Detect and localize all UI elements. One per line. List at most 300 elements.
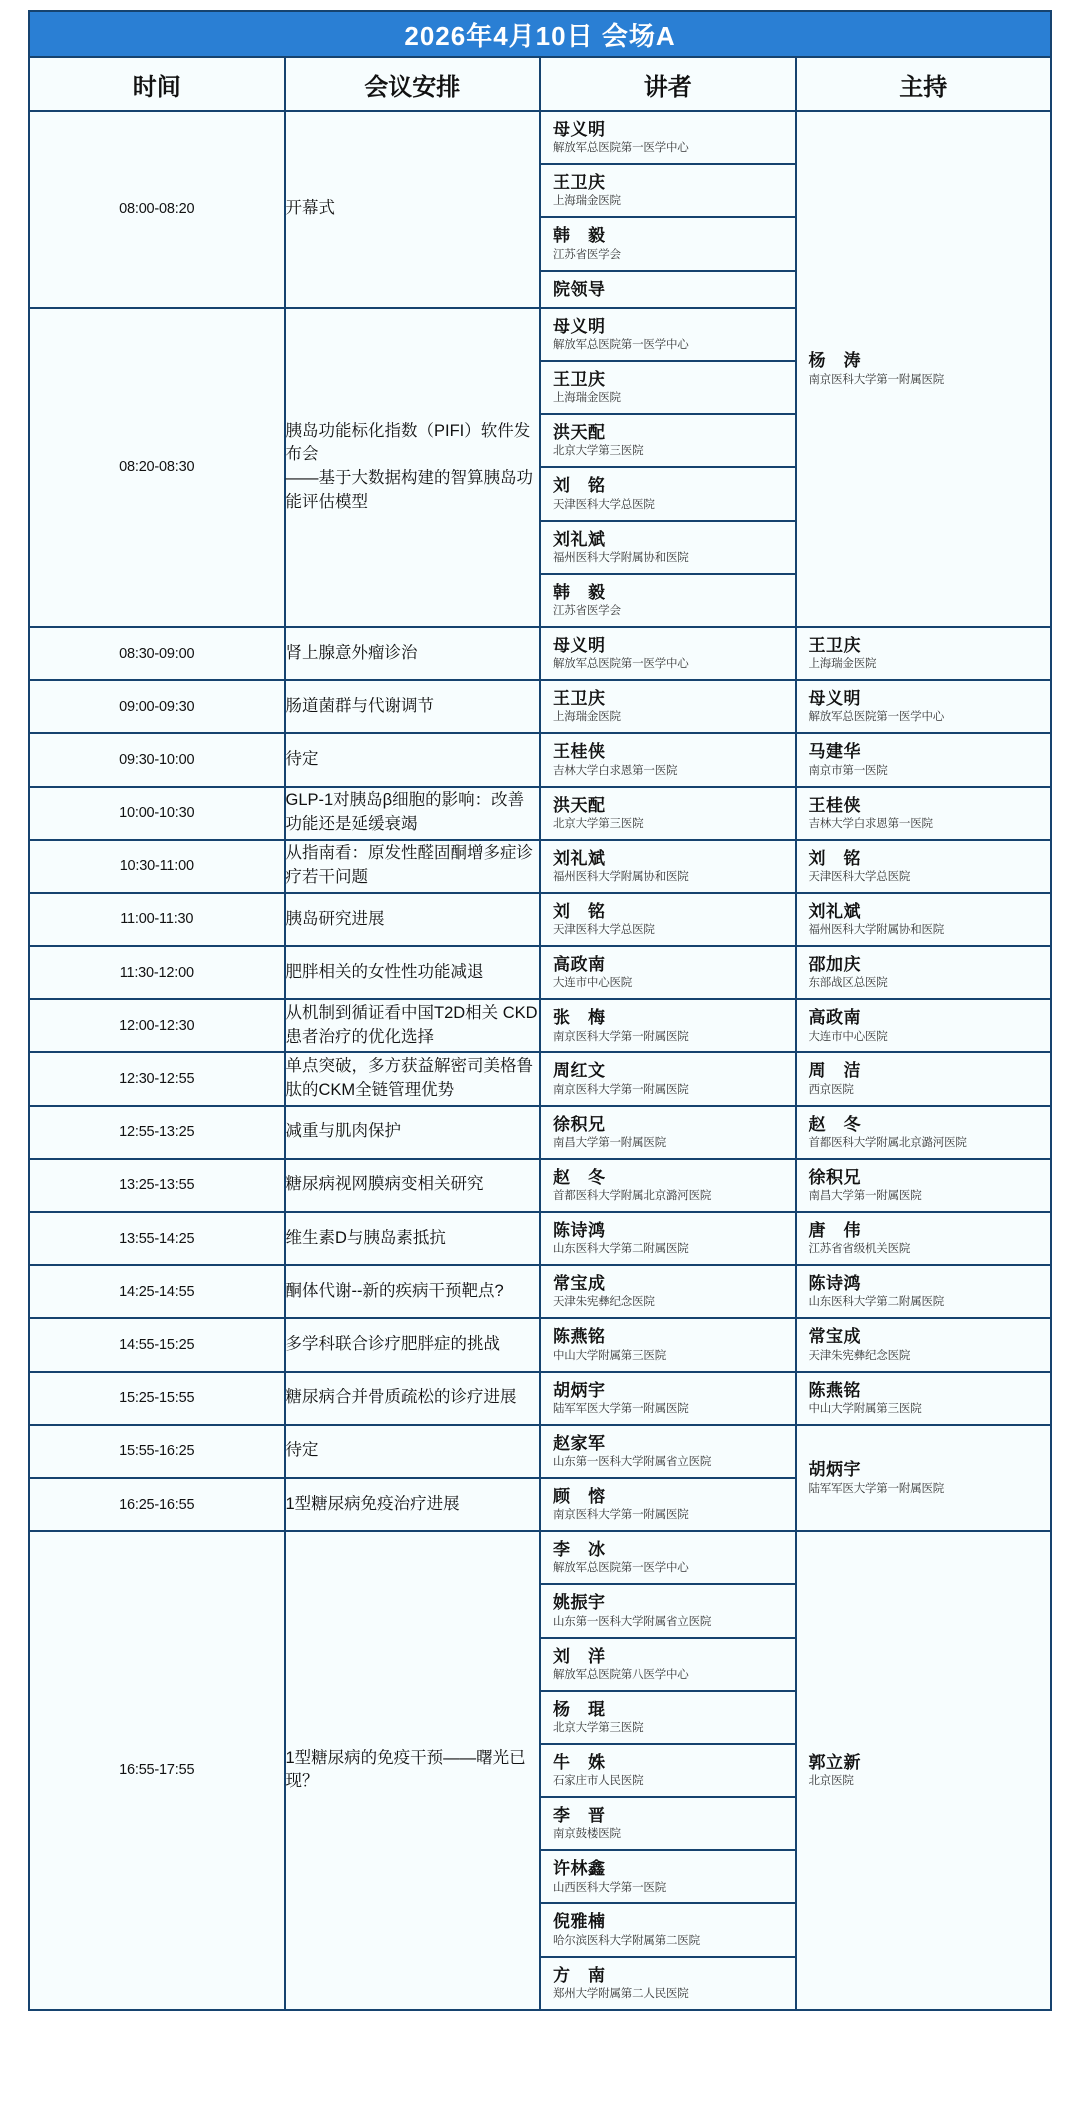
session-topic-line: 多学科联合诊疗肥胖症的挑战 [285, 1335, 500, 1353]
speaker-list-item [541, 1797, 795, 1850]
speaker-list-item [541, 361, 795, 414]
chair-name: 王桂侠 [808, 795, 861, 815]
speaker-name: 刘 洋 [553, 1646, 606, 1666]
speaker [541, 575, 795, 626]
speaker [541, 1639, 795, 1690]
speaker-cell [540, 999, 796, 1052]
session-time: 16:55-17:55 [29, 1531, 285, 2010]
chair-affiliation: 天津医科大学总医院 [808, 870, 911, 883]
speaker-list-item [541, 309, 795, 361]
table-row [29, 1531, 1051, 2010]
session-topic-line: 糖尿病视网膜病变相关研究 [285, 1175, 484, 1194]
chair-name: 赵 冬 [808, 1114, 861, 1134]
speaker-affiliation: 江苏省医学会 [553, 248, 621, 261]
speaker-list-item [541, 414, 795, 467]
speaker-cell [540, 111, 796, 308]
speaker-name: 许林鑫 [553, 1859, 606, 1879]
speaker-cell [540, 1478, 796, 1531]
speaker-name: 母义明 [553, 635, 606, 655]
chair [797, 734, 1051, 785]
speaker-name: 洪天配 [553, 795, 606, 815]
session-time: 09:30-10:00 [29, 733, 285, 786]
session-topic-line: 糖尿病合并骨质疏松的诊疗进展 [285, 1388, 517, 1407]
session-topic [285, 308, 541, 627]
speaker-name: 洪天配 [553, 423, 606, 443]
speaker [541, 415, 795, 466]
session-topic-line: 胰岛功能标化指数（PIFI）软件发布会 [285, 421, 531, 464]
table-row [29, 999, 1051, 1052]
speaker-list-cell [541, 112, 795, 164]
chair [797, 1160, 1051, 1211]
chair [797, 1000, 1051, 1051]
speaker-name: 韩 毅 [553, 582, 606, 602]
session-time: 10:00-10:30 [29, 787, 285, 840]
table-row [29, 946, 1051, 999]
speaker-affiliation: 石家庄市人民医院 [553, 1775, 644, 1788]
speaker-affiliation: 福州医科大学附属协和医院 [553, 870, 689, 883]
speaker-list-cell [541, 271, 795, 307]
session-topic [285, 1372, 541, 1425]
speaker [541, 112, 795, 163]
speaker-list [541, 1532, 795, 2009]
speaker-list-cell [541, 1850, 795, 1903]
speaker-list-cell [541, 521, 795, 574]
speaker [541, 734, 795, 785]
speaker-name: 方 南 [553, 1965, 606, 1985]
speaker-list-item [541, 1584, 795, 1637]
session-topic [285, 1265, 541, 1318]
speaker-cell [540, 680, 796, 733]
speaker-affiliation: 南京医科大学第一附属医院 [553, 1509, 689, 1522]
column-header-speaker: 讲者 [540, 57, 796, 111]
session-topic [285, 1478, 541, 1531]
table-row [29, 840, 1051, 893]
speaker-affiliation: 山东第一医科大学附属省立医院 [553, 1615, 712, 1628]
speaker-name: 倪雅楠 [553, 1912, 606, 1932]
column-header-chair: 主持 [796, 57, 1052, 111]
session-topic [285, 787, 541, 840]
speaker-list-cell [541, 467, 795, 520]
speaker-affiliation: 大连市中心医院 [553, 977, 633, 990]
speaker [541, 1798, 795, 1849]
chair-name: 邵加庆 [808, 955, 861, 975]
speaker-cell [540, 1106, 796, 1159]
chair-cell [796, 1425, 1052, 1531]
speaker-cell [540, 1265, 796, 1318]
chair-cell [796, 787, 1052, 840]
chair-affiliation: 中山大学附属第三医院 [808, 1402, 922, 1415]
speaker-list-item [541, 112, 795, 164]
speaker-name: 赵家军 [553, 1433, 606, 1453]
session-topic-line: GLP-1对胰岛β细胞的影响：改善功能还是延缓衰竭 [285, 791, 525, 834]
table-row [29, 1106, 1051, 1159]
chair-name: 郭立新 [808, 1752, 861, 1772]
session-time: 13:25-13:55 [29, 1159, 285, 1212]
speaker [541, 1107, 795, 1158]
chair-affiliation: 江苏省省级机关医院 [808, 1243, 911, 1256]
speaker [541, 1426, 795, 1477]
speaker-list-item [541, 467, 795, 520]
speaker [541, 1585, 795, 1636]
chair-affiliation: 南昌大学第一附属医院 [808, 1190, 922, 1203]
session-time: 10:30-11:00 [29, 840, 285, 893]
speaker [541, 1851, 795, 1902]
table-row [29, 1159, 1051, 1212]
chair-name: 陈诗鸿 [808, 1274, 861, 1294]
chair-affiliation: 福州医科大学附属协和医院 [808, 924, 945, 937]
title-row [29, 11, 1051, 57]
speaker [541, 1053, 795, 1104]
speaker [541, 272, 795, 307]
speaker [541, 681, 795, 732]
speaker-name: 李 冰 [553, 1540, 606, 1560]
speaker [541, 1479, 795, 1530]
speaker [541, 362, 795, 413]
session-topic [285, 680, 541, 733]
speaker-name: 高政南 [553, 955, 606, 975]
chair-cell [796, 893, 1052, 946]
chair [797, 788, 1051, 839]
speaker [541, 1745, 795, 1796]
speaker-affiliation: 郑州大学附属第二人民医院 [553, 1987, 689, 2000]
table-body [29, 111, 1051, 2010]
session-time: 08:00-08:20 [29, 111, 285, 308]
speaker-list-cell [541, 1797, 795, 1850]
speaker-cell [540, 1212, 796, 1265]
chair-cell [796, 1372, 1052, 1425]
speaker [541, 1373, 795, 1424]
session-topic [285, 999, 541, 1052]
column-header-time: 时间 [29, 57, 285, 111]
speaker [541, 1958, 795, 2009]
speaker-affiliation: 哈尔滨医科大学附属第二医院 [553, 1934, 700, 1947]
speaker-name: 胡炳宇 [553, 1380, 606, 1400]
session-topic-line: 肾上腺意外瘤诊治 [285, 643, 418, 662]
speaker [541, 468, 795, 519]
speaker-cell [540, 1531, 796, 2010]
session-topic [285, 893, 541, 946]
table-row [29, 1212, 1051, 1265]
speaker-name: 陈燕铭 [553, 1327, 606, 1347]
speaker-list-item [541, 521, 795, 574]
session-topic [285, 1318, 541, 1371]
chair [797, 1745, 1051, 1796]
speaker-list-item [541, 1638, 795, 1691]
speaker-name: 韩 毅 [553, 226, 606, 246]
session-topic-line: 1型糖尿病免疫治疗进展 [285, 1494, 460, 1513]
speaker-cell [540, 627, 796, 680]
chair-name: 马建华 [808, 742, 861, 762]
session-time: 14:25-14:55 [29, 1265, 285, 1318]
speaker-affiliation: 解放军总医院第一医学中心 [553, 142, 689, 155]
speaker-affiliation: 南京医科大学第一附属医院 [553, 1030, 689, 1043]
session-time: 08:20-08:30 [29, 308, 285, 627]
speaker-list-item [541, 271, 795, 307]
chair [797, 1213, 1051, 1264]
speaker [541, 628, 795, 679]
speaker-name: 姚振宇 [553, 1593, 606, 1613]
session-time: 15:55-16:25 [29, 1425, 285, 1478]
speaker-affiliation: 上海瑞金医院 [553, 392, 621, 405]
chair [797, 1053, 1051, 1104]
speaker-name: 常宝成 [553, 1274, 606, 1294]
speaker-name: 周红文 [553, 1061, 606, 1081]
session-topic [285, 627, 541, 680]
chair-cell [796, 1265, 1052, 1318]
speaker-list-item [541, 1957, 795, 2009]
session-topic-line: 胰岛研究进展 [285, 909, 385, 928]
speaker [541, 218, 795, 269]
chair-cell [796, 627, 1052, 680]
table-row [29, 1052, 1051, 1105]
speaker-name: 母义明 [553, 120, 606, 139]
speaker [541, 841, 795, 892]
speaker-list [541, 112, 795, 307]
speaker-name: 杨 琨 [553, 1699, 606, 1719]
chair-name: 杨 涛 [808, 351, 861, 371]
chair-name: 母义明 [808, 689, 861, 709]
speaker-list-cell [541, 217, 795, 270]
chair-cell [796, 111, 1052, 627]
chair-affiliation: 上海瑞金医院 [808, 658, 877, 671]
session-topic-line: 肥胖相关的女性性功能减退 [285, 962, 484, 981]
chair-cell [796, 946, 1052, 999]
chair [797, 1266, 1051, 1317]
speaker-affiliation: 山东第一医科大学附属省立医院 [553, 1456, 712, 1468]
column-header-row [29, 57, 1051, 111]
speaker-cell [540, 1372, 796, 1425]
session-time: 12:55-13:25 [29, 1106, 285, 1159]
speaker-cell [540, 733, 796, 786]
speaker-cell [540, 1318, 796, 1371]
speaker-list-cell [541, 574, 795, 626]
chair-affiliation: 天津朱宪彝纪念医院 [808, 1349, 911, 1362]
speaker-name: 张 梅 [553, 1008, 606, 1028]
table-head [29, 11, 1051, 111]
speaker [541, 1319, 795, 1370]
chair-cell [796, 1212, 1052, 1265]
speaker-name: 王卫庆 [553, 689, 606, 709]
speaker-list-item [541, 1850, 795, 1903]
speaker-name: 刘礼斌 [553, 529, 606, 549]
session-topic-line: 肠道菌群与代谢调节 [285, 696, 434, 715]
speaker-affiliation: 吉林大学白求恩第一医院 [553, 764, 678, 777]
speaker-cell [540, 787, 796, 840]
speaker-cell [540, 1159, 796, 1212]
speaker-affiliation: 上海瑞金医院 [553, 711, 621, 724]
speaker-name: 徐积兄 [553, 1114, 606, 1134]
chair-cell [796, 999, 1052, 1052]
chair-affiliation: 吉林大学白求恩第一医院 [808, 817, 933, 830]
chair-cell [796, 1531, 1052, 2010]
table-row [29, 680, 1051, 733]
chair [797, 628, 1051, 679]
speaker-name: 院领导 [553, 279, 606, 299]
session-topic [285, 1212, 541, 1265]
speaker [541, 1160, 795, 1211]
speaker-list-item [541, 1744, 795, 1797]
chair-affiliation: 南京市第一医院 [808, 764, 888, 777]
speaker-list-cell [541, 164, 795, 217]
chair [797, 681, 1051, 732]
session-topic-line: 1型糖尿病的免疫干预——曙光已现？ [285, 1748, 526, 1791]
speaker-affiliation: 陆军军医大学第一附属医院 [553, 1402, 689, 1415]
table-row [29, 1318, 1051, 1371]
speaker-name: 刘 铭 [553, 476, 606, 496]
session-time: 14:55-15:25 [29, 1318, 285, 1371]
speaker-name: 李 晋 [553, 1806, 606, 1826]
speaker-affiliation: 解放军总医院第一医学中心 [553, 1562, 689, 1575]
speaker-list-item [541, 164, 795, 217]
chair-affiliation: 山东医科大学第二附属医院 [808, 1296, 945, 1309]
speaker-list-cell [541, 1638, 795, 1691]
speaker-affiliation: 江苏省医学会 [553, 605, 621, 617]
session-time: 15:25-15:55 [29, 1372, 285, 1425]
session-topic [285, 1531, 541, 2010]
chair-name: 唐 伟 [808, 1221, 861, 1240]
chair-name: 周 洁 [808, 1061, 861, 1081]
chair-name: 胡炳宇 [808, 1460, 861, 1480]
chair-affiliation: 大连市中心医院 [808, 1030, 888, 1043]
speaker [541, 1266, 795, 1317]
chair-affiliation: 解放军总医院第一医学中心 [808, 711, 945, 724]
session-time: 11:00-11:30 [29, 893, 285, 946]
speaker-list-cell [541, 1744, 795, 1797]
speaker-name: 牛 姝 [553, 1752, 606, 1772]
chair-name: 陈燕铭 [808, 1380, 861, 1400]
speaker-list-cell [541, 1532, 795, 1584]
speaker-list-cell [541, 309, 795, 361]
speaker-list [541, 309, 795, 626]
table-row [29, 1372, 1051, 1425]
speaker-affiliation: 天津医科大学总医院 [553, 498, 655, 511]
speaker-affiliation: 解放军总医院第八医学中心 [553, 1668, 689, 1681]
speaker-cell [540, 1425, 796, 1478]
speaker-cell [540, 893, 796, 946]
session-time: 16:25-16:55 [29, 1478, 285, 1531]
session-topic-line: 单点突破，多方获益解密司美格鲁肽的CKM全链管理优势 [285, 1057, 533, 1100]
speaker [541, 309, 795, 360]
chair [797, 1319, 1051, 1370]
session-topic-line: 酮体代谢--新的疾病干预靶点? [285, 1281, 504, 1300]
speaker [541, 165, 795, 216]
session-time: 09:00-09:30 [29, 680, 285, 733]
speaker-affiliation: 天津医科大学总医院 [553, 924, 655, 937]
session-topic-line: 从机制到循证看中国T2D相关 CKD 患者治疗的优化选择 [285, 1003, 538, 1046]
speaker [541, 788, 795, 839]
session-topic [285, 733, 541, 786]
speaker-affiliation: 北京大学第三医院 [553, 817, 644, 830]
speaker-list-item [541, 217, 795, 270]
session-topic-line: 减重与肌肉保护 [285, 1122, 401, 1141]
speaker-affiliation: 首都医科大学附属北京潞河医院 [553, 1190, 712, 1203]
speaker-name: 王桂侠 [553, 742, 606, 762]
speaker [541, 1692, 795, 1743]
speaker-name: 王卫庆 [553, 173, 606, 193]
speaker [541, 1532, 795, 1583]
session-time: 12:00-12:30 [29, 999, 285, 1052]
speaker-affiliation: 山东医科大学第二附属医院 [553, 1243, 689, 1256]
speaker-name: 王卫庆 [553, 370, 606, 389]
session-topic-line: 从指南看：原发性醛固酮增多症诊疗若干问题 [285, 844, 533, 887]
chair [797, 894, 1051, 945]
chair-name: 高政南 [808, 1008, 861, 1028]
chair [797, 343, 1051, 394]
session-topic [285, 1106, 541, 1159]
chair-cell [796, 1159, 1052, 1212]
speaker-name: 母义明 [553, 316, 606, 336]
chair-name: 刘礼斌 [808, 901, 861, 921]
session-topic [285, 1425, 541, 1478]
chair-cell [796, 1052, 1052, 1105]
session-topic-line: 开幕式 [285, 199, 335, 218]
session-topic-line: 待定 [285, 1441, 319, 1460]
speaker-cell [540, 840, 796, 893]
speaker-affiliation: 南京鼓楼医院 [553, 1828, 621, 1841]
table-row [29, 1425, 1051, 1478]
speaker-cell [540, 308, 796, 627]
table-row [29, 733, 1051, 786]
chair-cell [796, 1318, 1052, 1371]
speaker-cell [540, 1052, 796, 1105]
chair [797, 841, 1051, 892]
session-topic-line: 待定 [285, 749, 319, 768]
chair [797, 1107, 1051, 1158]
speaker-affiliation: 北京大学第三医院 [553, 1721, 644, 1734]
speaker-name: 赵 冬 [553, 1167, 606, 1187]
chair-affiliation: 首都医科大学附属北京潞河医院 [808, 1136, 967, 1149]
session-topic [285, 1159, 541, 1212]
session-topic-line: ——基于大数据构建的智算胰岛功能评估模型 [285, 469, 533, 512]
table-row [29, 787, 1051, 840]
speaker-affiliation: 中山大学附属第三医院 [553, 1349, 666, 1362]
table-row [29, 111, 1051, 308]
speaker-list-cell [541, 1691, 795, 1744]
chair-name: 王卫庆 [808, 635, 861, 655]
column-header-agenda: 会议安排 [285, 57, 541, 111]
schedule-title: 2026年4月10日 会场A [29, 11, 1051, 57]
speaker-list-item [541, 1532, 795, 1584]
speaker-name: 陈诗鸿 [553, 1221, 606, 1240]
session-topic [285, 946, 541, 999]
chair-name: 刘 铭 [808, 848, 861, 868]
chair-name: 常宝成 [808, 1327, 861, 1347]
chair-name: 徐积兄 [808, 1167, 861, 1187]
session-topic [285, 1052, 541, 1105]
speaker-list-cell [541, 1584, 795, 1637]
speaker [541, 894, 795, 945]
speaker-name: 顾 愹 [553, 1486, 606, 1506]
conference-schedule-table [28, 10, 1052, 2011]
chair-cell [796, 733, 1052, 786]
speaker-affiliation: 福州医科大学附属协和医院 [553, 551, 689, 564]
speaker [541, 1904, 795, 1955]
speaker-affiliation: 南昌大学第一附属医院 [553, 1136, 666, 1149]
speaker [541, 1000, 795, 1051]
session-time: 11:30-12:00 [29, 946, 285, 999]
chair-cell [796, 680, 1052, 733]
speaker-list-cell [541, 1957, 795, 2009]
chair-affiliation: 东部战区总医院 [808, 977, 888, 990]
speaker-affiliation: 天津朱宪彝纪念医院 [553, 1296, 655, 1309]
speaker [541, 522, 795, 573]
table-row [29, 893, 1051, 946]
speaker [541, 1213, 795, 1264]
speaker-affiliation: 解放军总医院第一医学中心 [553, 658, 689, 671]
session-topic-line: 维生素D与胰岛素抵抗 [285, 1228, 446, 1247]
speaker-list-cell [541, 361, 795, 414]
chair [797, 1373, 1051, 1424]
